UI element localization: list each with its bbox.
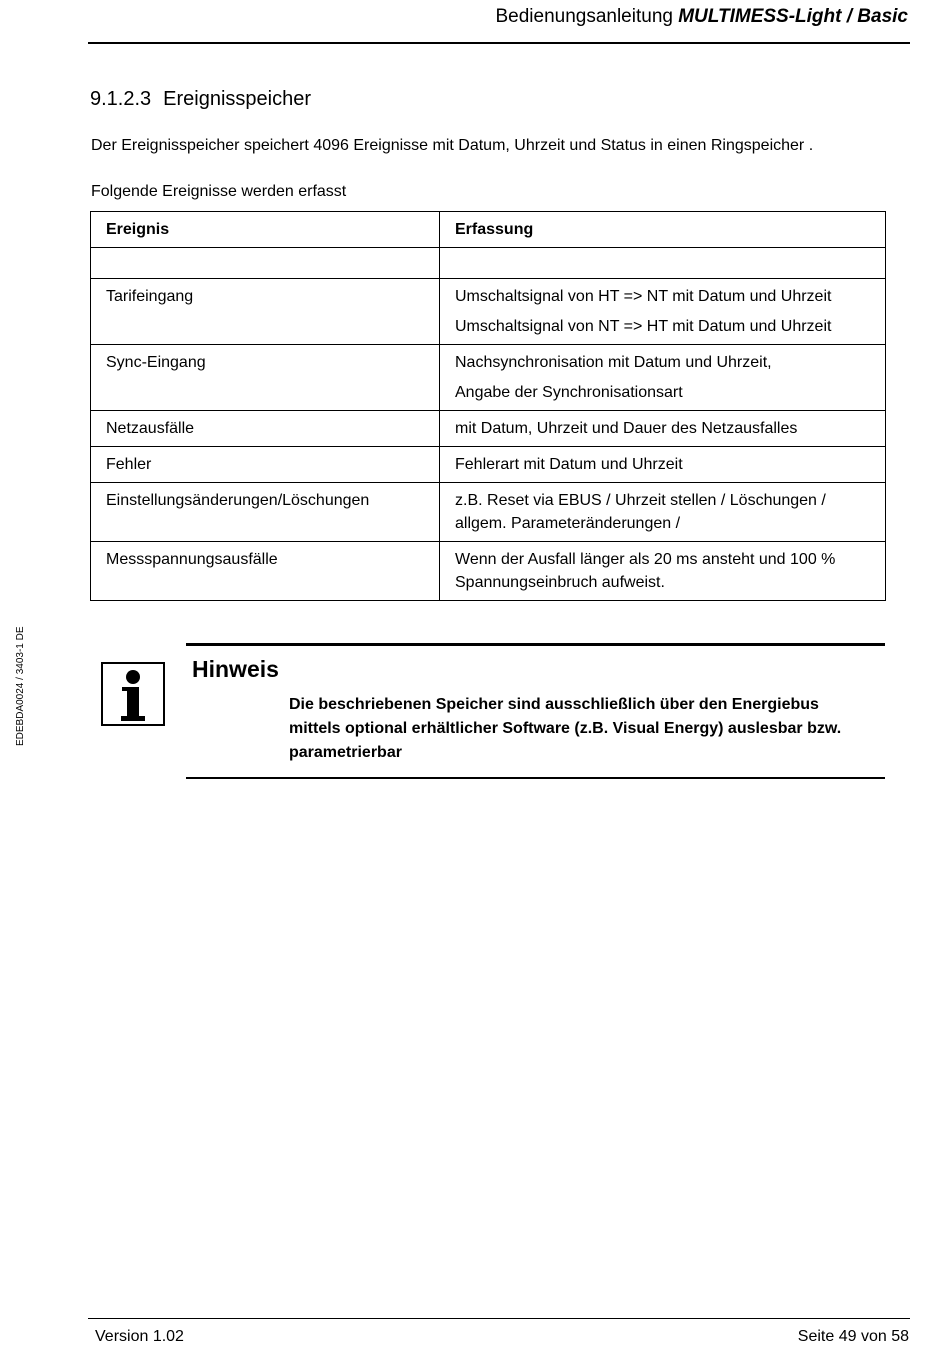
event-cell: Messspannungsausfälle bbox=[91, 542, 440, 601]
capture-line: Wenn der Ausfall länger als 20 ms ansteht und 100 % bbox=[455, 551, 836, 568]
capture-cell bbox=[440, 248, 886, 279]
hint-body bbox=[289, 693, 889, 765]
hint-bottom-divider bbox=[186, 777, 885, 779]
capture-cell bbox=[440, 411, 886, 447]
footer-page-number: Seite 49 von 58 bbox=[797, 1328, 909, 1345]
event-cell: Einstellungsänderungen/Löschungen bbox=[91, 483, 440, 542]
column-header-capture: Erfassung bbox=[440, 212, 886, 248]
section-heading bbox=[90, 88, 311, 111]
table-lead-text: Folgende Ereignisse werden erfasst bbox=[91, 183, 347, 200]
events-table bbox=[90, 211, 886, 601]
page-header bbox=[88, 0, 910, 44]
table-row bbox=[91, 542, 886, 601]
header-prefix: Bedienungsanleitung bbox=[495, 6, 679, 27]
capture-line: Umschaltsignal von HT => NT mit Datum und Uhrzeit bbox=[455, 288, 832, 305]
table-header-row bbox=[91, 212, 886, 248]
capture-line: allgem. Parameteränderungen / bbox=[455, 515, 681, 532]
capture-cell bbox=[440, 542, 886, 601]
info-icon bbox=[101, 662, 165, 726]
section-title: Ereignisspeicher bbox=[163, 88, 312, 110]
event-cell: Sync-Eingang bbox=[91, 345, 440, 411]
header-title bbox=[495, 6, 908, 28]
capture-line: Umschaltsignal von NT => HT mit Datum und Uhrzeit bbox=[455, 318, 832, 335]
event-cell: Netzausfälle bbox=[91, 411, 440, 447]
table-row bbox=[91, 411, 886, 447]
hint-line: parametrierbar bbox=[289, 744, 402, 761]
footer-divider bbox=[88, 1318, 910, 1319]
table-row bbox=[91, 447, 886, 483]
capture-cell bbox=[440, 345, 886, 411]
capture-line: mit Datum, Uhrzeit und Dauer des Netzausfalles bbox=[455, 420, 798, 437]
capture-line: z.B. Reset via EBUS / Uhrzeit stellen / Löschungen / bbox=[455, 492, 826, 509]
event-cell: Tarifeingang bbox=[91, 279, 440, 345]
capture-line: Nachsynchronisation mit Datum und Uhrzeit, bbox=[455, 354, 772, 371]
event-cell bbox=[91, 248, 440, 279]
table-row bbox=[91, 345, 886, 411]
hint-line: Die beschriebenen Speicher sind ausschließlich über den Energiebus bbox=[289, 696, 819, 713]
document-code: EDEBDA0024 / 3403-1 DE bbox=[15, 626, 26, 746]
hint-line: mittels optional erhältlicher Software (z.B. Visual Energy) auslesbar bzw. bbox=[289, 720, 842, 737]
table-row bbox=[91, 483, 886, 542]
section-number: 9.1.2.3 bbox=[90, 88, 152, 110]
capture-line: Angabe der Synchronisationsart bbox=[455, 384, 683, 401]
capture-line: Fehlerart mit Datum und Uhrzeit bbox=[455, 456, 683, 473]
capture-cell bbox=[440, 447, 886, 483]
capture-cell bbox=[440, 279, 886, 345]
table-row bbox=[91, 248, 886, 279]
capture-line: Spannungseinbruch aufweist. bbox=[455, 574, 665, 591]
hint-title: Hinweis bbox=[192, 656, 279, 682]
hint-top-divider bbox=[186, 643, 885, 646]
event-cell: Fehler bbox=[91, 447, 440, 483]
header-product-name: MULTIMESS-Light / Basic bbox=[678, 6, 908, 27]
intro-paragraph: Der Ereignisspeicher speichert 4096 Ereignisse mit Datum, Uhrzeit und Status in einen Ringspeicher . bbox=[91, 137, 814, 154]
footer-version: Version 1.02 bbox=[95, 1328, 184, 1345]
capture-cell bbox=[440, 483, 886, 542]
column-header-event: Ereignis bbox=[91, 212, 440, 248]
table-row bbox=[91, 279, 886, 345]
